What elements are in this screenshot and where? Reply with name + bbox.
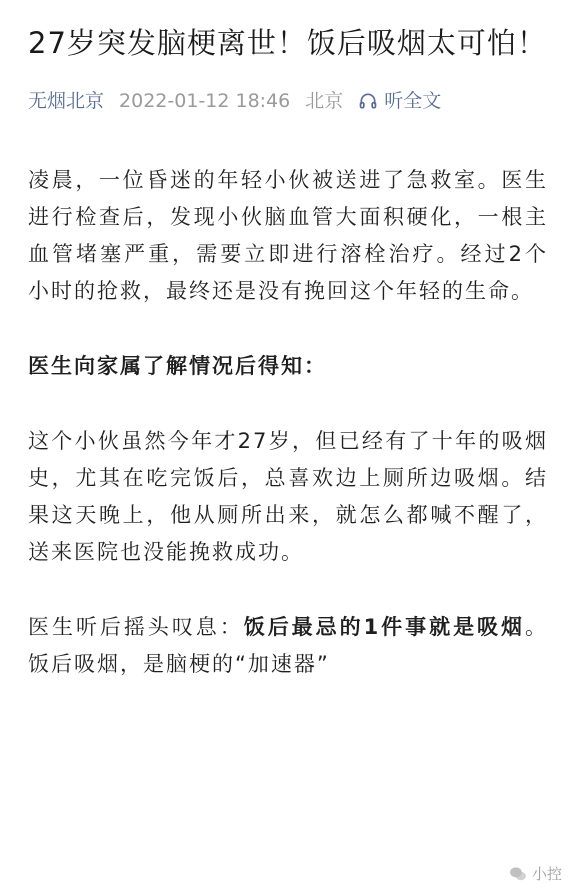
publish-date: 2022-01-12 18:46 [119,90,291,112]
paragraph-4-lead: 医生听后摇头叹息： [28,615,244,639]
paragraph-2: 医生向家属了解情况后得知： [28,354,327,378]
article-meta [28,88,548,114]
paragraph-4-tail: 。饭后吸烟，是脑梗的“加速器” [28,615,548,676]
listen-button[interactable] [358,88,441,114]
article [28,18,548,683]
paragraph-4-highlight: 饭后最忌的1件事就是吸烟 [243,615,525,639]
publish-location: 北京 [305,90,344,112]
author-link[interactable]: 无烟北京 [28,90,105,112]
paragraph-3: 这个小伙虽然今年才27岁，但已经有了十年的吸烟史，尤其在吃完饭后，总喜欢边上厕所边吸烟。结果这天晚上，他从厕所出来，就怎么都喊不醒了，送来医院也没能挽救成功。 [28,429,548,564]
watermark-text: 小控 [531,865,562,883]
paragraph-4 [28,609,548,683]
watermark [508,863,562,884]
wechat-logo-icon [508,864,528,884]
article-title: 27岁突发脑梗离世！饭后吸烟太可怕！ [28,26,547,60]
listen-label: 听全文 [384,90,442,112]
paragraph-1: 凌晨，一位昏迷的年轻小伙被送进了急救室。医生进行检查后，发现小伙脑血管大面积硬化，一根主血管堵塞严重，需要立即进行溶栓治疗。经过2个小时的抢救，最终还是没有挽回这个年轻的生命。 [28,168,548,303]
headphones-icon [358,91,378,111]
